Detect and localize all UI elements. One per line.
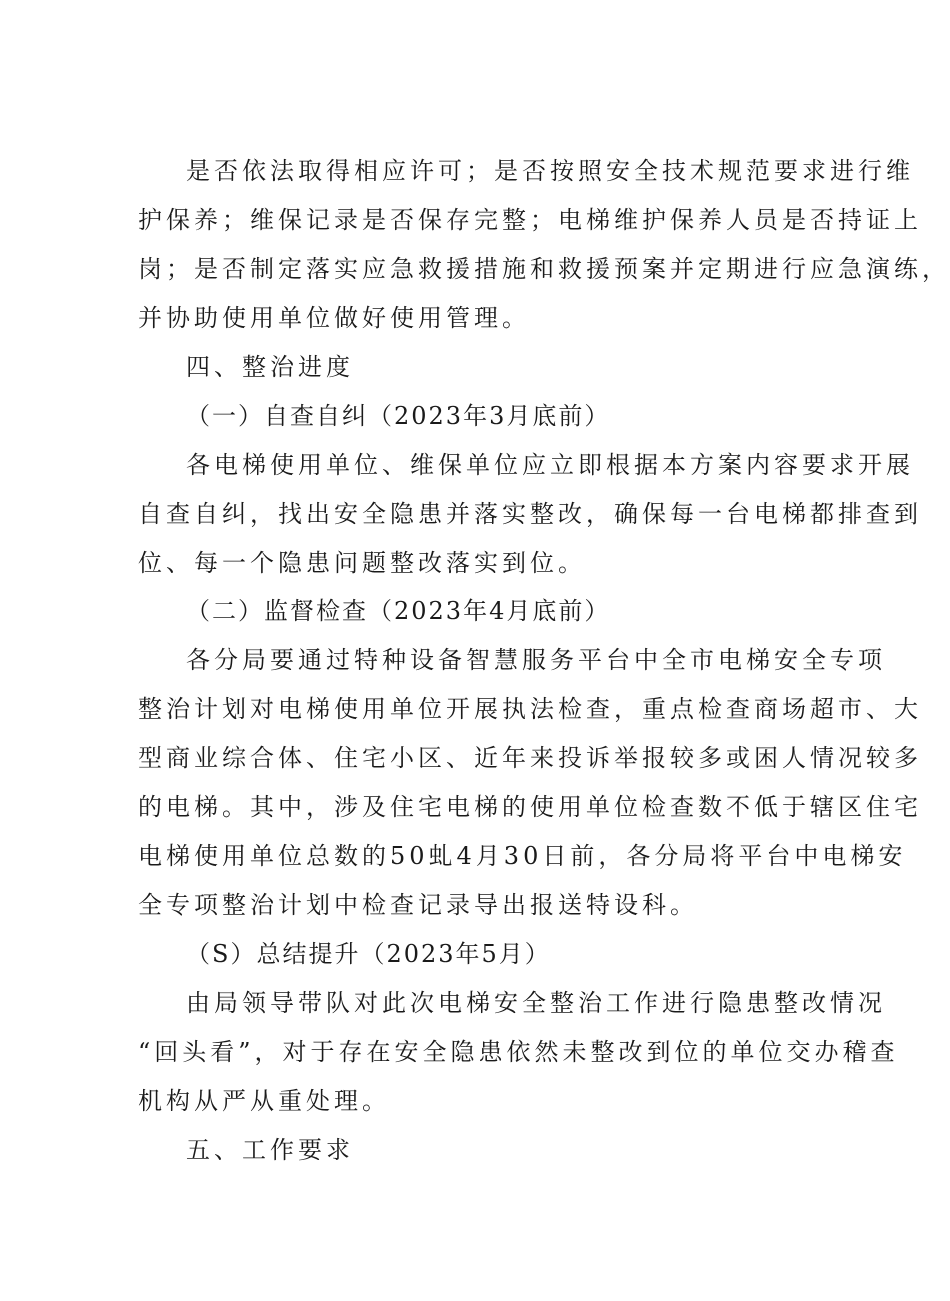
body-text-line: 各电梯使用单位、维保单位应立即根据本方案内容要求开展 bbox=[186, 451, 914, 479]
section-heading: 四、整治进度 bbox=[186, 353, 354, 381]
section-heading: 五、工作要求 bbox=[186, 1136, 354, 1164]
body-text-line: 电梯使用单位总数的50虬4月30日前，各分局将平台中电梯安 bbox=[138, 842, 907, 870]
body-text-line: 全专项整治计划中检查记录导出报送特设科。 bbox=[138, 891, 698, 919]
body-text-line: 护保养；维保记录是否保存完整；电梯维护保养人员是否持证上 bbox=[138, 206, 922, 234]
body-text-line: 机构从严从重处理。 bbox=[138, 1087, 390, 1115]
subsection-title: （二）监督检查（2023年4月底前） bbox=[186, 597, 611, 625]
body-text-line: 由局领导带队对此次电梯安全整治工作进行隐患整改情况 bbox=[186, 989, 886, 1017]
body-text-line: 是否依法取得相应许可；是否按照安全技术规范要求进行维 bbox=[186, 157, 914, 185]
body-text-line: 岗；是否制定落实应急救援措施和救援预案并定期进行应急演练， bbox=[138, 255, 950, 283]
body-text-line: 位、每一个隐患问题整改落实到位。 bbox=[138, 549, 586, 577]
body-text-line: 整治计划对电梯使用单位开展执法检查，重点检查商场超市、大 bbox=[138, 695, 922, 723]
subsection-title: （一）自查自纠（2023年3月底前） bbox=[186, 402, 611, 430]
body-text-line: “回头看”，对于存在安全隐患依然未整改到位的单位交办稽查 bbox=[138, 1038, 899, 1066]
body-text-line: 型商业综合体、住宅小区、近年来投诉举报较多或困人情况较多 bbox=[138, 744, 922, 772]
body-text-line: 自查自纠，找出安全隐患并落实整改，确保每一台电梯都排查到 bbox=[138, 500, 922, 528]
body-text-line: 各分局要通过特种设备智慧服务平台中全市电梯安全专项 bbox=[186, 646, 886, 674]
body-text-line: 并协助使用单位做好使用管理。 bbox=[138, 304, 530, 332]
body-text-line: 的电梯。其中，涉及住宅电梯的使用单位检查数不低于辖区住宅 bbox=[138, 793, 922, 821]
subsection-title: （S）总结提升（2023年5月） bbox=[186, 940, 551, 968]
